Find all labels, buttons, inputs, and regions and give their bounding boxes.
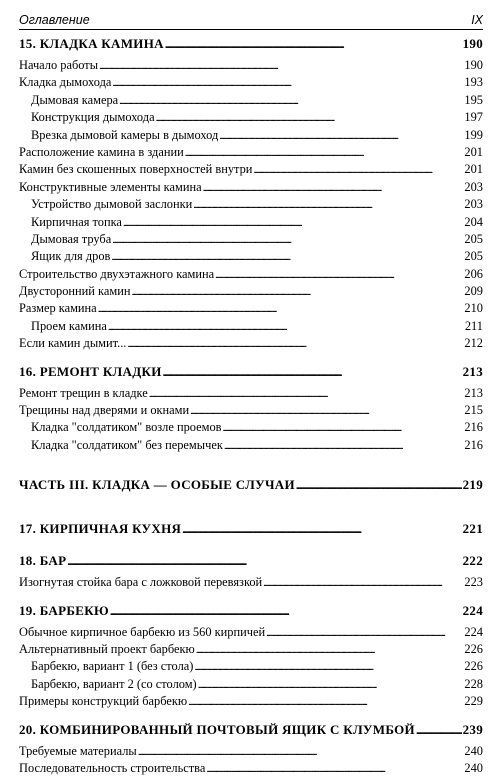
toc-entry-title: Камин без скошенных поверхностей внутри (19, 162, 253, 177)
toc-entry-title: Трещины над дверями и окнами (19, 403, 190, 418)
toc-section-entry[interactable] (19, 575, 483, 592)
dot-leader (138, 746, 464, 758)
dot-leader (111, 251, 463, 263)
toc-part-entry[interactable] (19, 477, 483, 495)
dot-leader (185, 147, 464, 159)
toc-entry-page: 222 (462, 553, 483, 569)
toc-subsection-entry[interactable] (19, 249, 483, 266)
toc-entry-page: 223 (464, 575, 483, 590)
toc-entry-page: 211 (464, 318, 483, 333)
toc-entry-page: 240 (464, 743, 483, 758)
toc-entry-page: 226 (464, 659, 483, 674)
toc-subsection-entry[interactable] (19, 319, 483, 336)
toc-entry-title: Двусторонний камин (19, 284, 131, 299)
toc-entry-page: 224 (464, 624, 483, 639)
toc-chapter-entry[interactable] (19, 364, 483, 382)
header-page-number: IX (471, 13, 483, 27)
toc-entry-page: 209 (464, 284, 483, 299)
toc-chapter-entry[interactable] (19, 722, 483, 740)
toc-entry-title: 19. БАРБЕКЮ (19, 602, 109, 618)
dot-leader (224, 440, 464, 452)
toc-subsection-entry[interactable] (19, 677, 483, 694)
toc-chapter-entry[interactable] (19, 36, 483, 54)
dot-leader (263, 577, 463, 589)
toc-section-entry[interactable] (19, 642, 483, 659)
toc-entry-title: Барбекю, вариант 2 (со столом) (31, 676, 197, 691)
spacer (19, 499, 483, 521)
dot-leader (266, 627, 463, 639)
toc-section-entry[interactable] (19, 336, 483, 353)
toc-section-entry[interactable] (19, 75, 483, 92)
dot-leader (163, 367, 462, 379)
toc-entry-page: 206 (464, 266, 483, 281)
toc-section-entry[interactable] (19, 761, 483, 778)
toc-entry-page: 216 (464, 437, 483, 452)
toc-entry-title: Расположение камина в здании (19, 144, 184, 159)
toc-entry-title: Конструкция дымохода (31, 110, 155, 125)
toc-entry-title: 20. КОМБИНИРОВАННЫЙ ПОЧТОВЫЙ ЯЩИК С КЛУМБОЙ (19, 721, 415, 737)
toc-entry-page: 240 (464, 760, 483, 775)
toc-section-entry[interactable] (19, 267, 483, 284)
dot-leader (165, 39, 462, 51)
dot-leader (206, 763, 463, 775)
spacer (19, 354, 483, 364)
toc-section-entry[interactable] (19, 180, 483, 197)
toc-entry-title: Проем камина (31, 318, 107, 333)
toc-entry-page: 201 (464, 144, 483, 159)
toc-subsection-entry[interactable] (19, 438, 483, 455)
toc-entry-title: Кладка "солдатиком" возле проемов (31, 420, 222, 435)
toc-entry-page: 226 (464, 641, 483, 656)
toc-entry-title: Ящик для дров (31, 249, 111, 264)
spacer (19, 712, 483, 722)
header-section-title: Оглавление (19, 13, 90, 27)
toc-entry-title: Кирпичная топка (31, 214, 122, 229)
toc-section-entry[interactable] (19, 403, 483, 420)
toc-entry-page: 197 (464, 110, 483, 125)
toc-entry-title: Кладка дымохода (19, 75, 112, 90)
dot-leader (190, 405, 463, 417)
toc-entry-title: Врезка дымовой камеры в дымоход (31, 127, 219, 142)
toc-chapter-entry[interactable] (19, 521, 483, 539)
toc-subsection-entry[interactable] (19, 232, 483, 249)
toc-entry-title: Изогнутая стойка бара с ложковой перевязкой (19, 575, 263, 590)
dot-leader (108, 321, 464, 333)
toc-section-entry[interactable] (19, 694, 483, 711)
dot-leader (188, 696, 463, 708)
toc-entry-title: Ремонт трещин в кладке (19, 385, 148, 400)
dot-leader (296, 480, 462, 492)
dot-leader (198, 679, 464, 691)
toc-chapter-entry[interactable] (19, 603, 483, 621)
dot-leader (119, 95, 463, 107)
dot-leader (196, 644, 464, 656)
toc-entry-page: 221 (462, 521, 483, 537)
toc-entry-page: 213 (462, 363, 483, 379)
toc-subsection-entry[interactable] (19, 659, 483, 676)
toc-entry-page: 224 (462, 602, 483, 618)
toc-entry-title: Если камин дымит... (19, 336, 127, 351)
toc-section-entry[interactable] (19, 284, 483, 301)
toc-entry-page: 219 (462, 477, 483, 493)
dot-leader (127, 338, 463, 350)
toc-entry-page: 210 (464, 301, 483, 316)
toc-subsection-entry[interactable] (19, 420, 483, 437)
toc-subsection-entry[interactable] (19, 110, 483, 127)
toc-entry-page: 228 (464, 676, 483, 691)
dot-leader (149, 388, 464, 400)
toc-entry-title: Примеры конструкций барбекю (19, 694, 188, 709)
dot-leader (99, 60, 463, 72)
dot-leader (193, 199, 463, 211)
toc-section-entry[interactable] (19, 386, 483, 403)
toc-entry-title: Строительство двухэтажного камина (19, 266, 215, 281)
toc-entry-page: 215 (464, 403, 483, 418)
running-header (19, 13, 483, 30)
toc-entry-page: 199 (464, 127, 483, 142)
toc-entry-title: Устройство дымовой заслонки (31, 197, 193, 212)
toc-section-entry[interactable] (19, 625, 483, 642)
dot-leader (156, 112, 464, 124)
dot-leader (203, 182, 464, 194)
dot-leader (123, 217, 463, 229)
toc-entry-page: 229 (464, 694, 483, 709)
toc-entry-title: Начало работы (19, 58, 99, 72)
toc-entry-title: Дымовая труба (31, 231, 112, 246)
spacer (19, 455, 483, 477)
dot-leader (194, 661, 463, 673)
toc-entry-title: Конструктивные элементы камина (19, 179, 202, 194)
toc-entry-page: 212 (464, 336, 483, 351)
toc-entry-page: 203 (464, 197, 483, 212)
toc-entry-title: Требуемые материалы (19, 743, 137, 758)
toc-entry-page: 205 (464, 231, 483, 246)
dot-leader (219, 130, 463, 142)
toc-section-entry[interactable] (19, 145, 483, 162)
toc-entry-title: Размер камина (19, 301, 97, 316)
dot-leader (416, 725, 462, 737)
dot-leader (98, 303, 464, 315)
toc-entry-title: 18. БАР (19, 553, 67, 569)
dot-leader (131, 286, 463, 298)
spacer (19, 593, 483, 603)
toc-entry-title: Дымовая камера (31, 92, 119, 107)
toc-entry-title: 17. КИРПИЧНАЯ КУХНЯ (19, 521, 182, 537)
toc-entry-title: 16. РЕМОНТ КЛАДКИ (19, 363, 162, 379)
dot-leader (112, 234, 463, 246)
toc-entry-title: Кладка "солдатиком" без перемычек (31, 437, 223, 452)
toc-section-entry[interactable] (19, 744, 483, 761)
dot-leader (67, 556, 461, 568)
dot-leader (110, 606, 462, 618)
dot-leader (112, 77, 463, 89)
spacer (19, 543, 483, 553)
toc-entry-title: 15. КЛАДКА КАМИНА (19, 36, 164, 51)
toc-section-entry[interactable] (19, 301, 483, 318)
toc-entry-page: 204 (464, 214, 483, 229)
toc-entry-title: Барбекю, вариант 1 (без стола) (31, 659, 194, 674)
toc-entry-page: 205 (464, 249, 483, 264)
toc-entry-page: 203 (464, 179, 483, 194)
toc-entry-title: ЧАСТЬ III. КЛАДКА — ОСОБЫЕ СЛУЧАИ (19, 477, 295, 493)
dot-leader (182, 524, 461, 536)
table-of-contents (19, 36, 483, 778)
toc-subsection-entry[interactable] (19, 93, 483, 110)
dot-leader (253, 164, 463, 176)
toc-entry-title: Обычное кирпичное барбекю из 560 кирпичей (19, 624, 266, 639)
dot-leader (223, 422, 464, 434)
toc-entry-page: 190 (462, 36, 483, 51)
toc-entry-page: 190 (464, 58, 483, 72)
toc-entry-page: 193 (464, 75, 483, 90)
toc-subsection-entry[interactable] (19, 215, 483, 232)
toc-chapter-entry[interactable] (19, 553, 483, 571)
toc-section-entry[interactable] (19, 162, 483, 179)
toc-entry-page: 216 (464, 420, 483, 435)
dot-leader (215, 269, 463, 281)
toc-subsection-entry[interactable] (19, 197, 483, 214)
toc-entry-title: Альтернативный проект барбекю (19, 641, 195, 656)
toc-entry-title: Последовательность строительства (19, 760, 206, 775)
toc-entry-page: 239 (462, 721, 483, 737)
toc-entry-page: 195 (464, 92, 483, 107)
toc-entry-page: 201 (464, 162, 483, 177)
toc-subsection-entry[interactable] (19, 128, 483, 145)
toc-section-entry[interactable] (19, 58, 483, 75)
toc-entry-page: 213 (464, 385, 483, 400)
